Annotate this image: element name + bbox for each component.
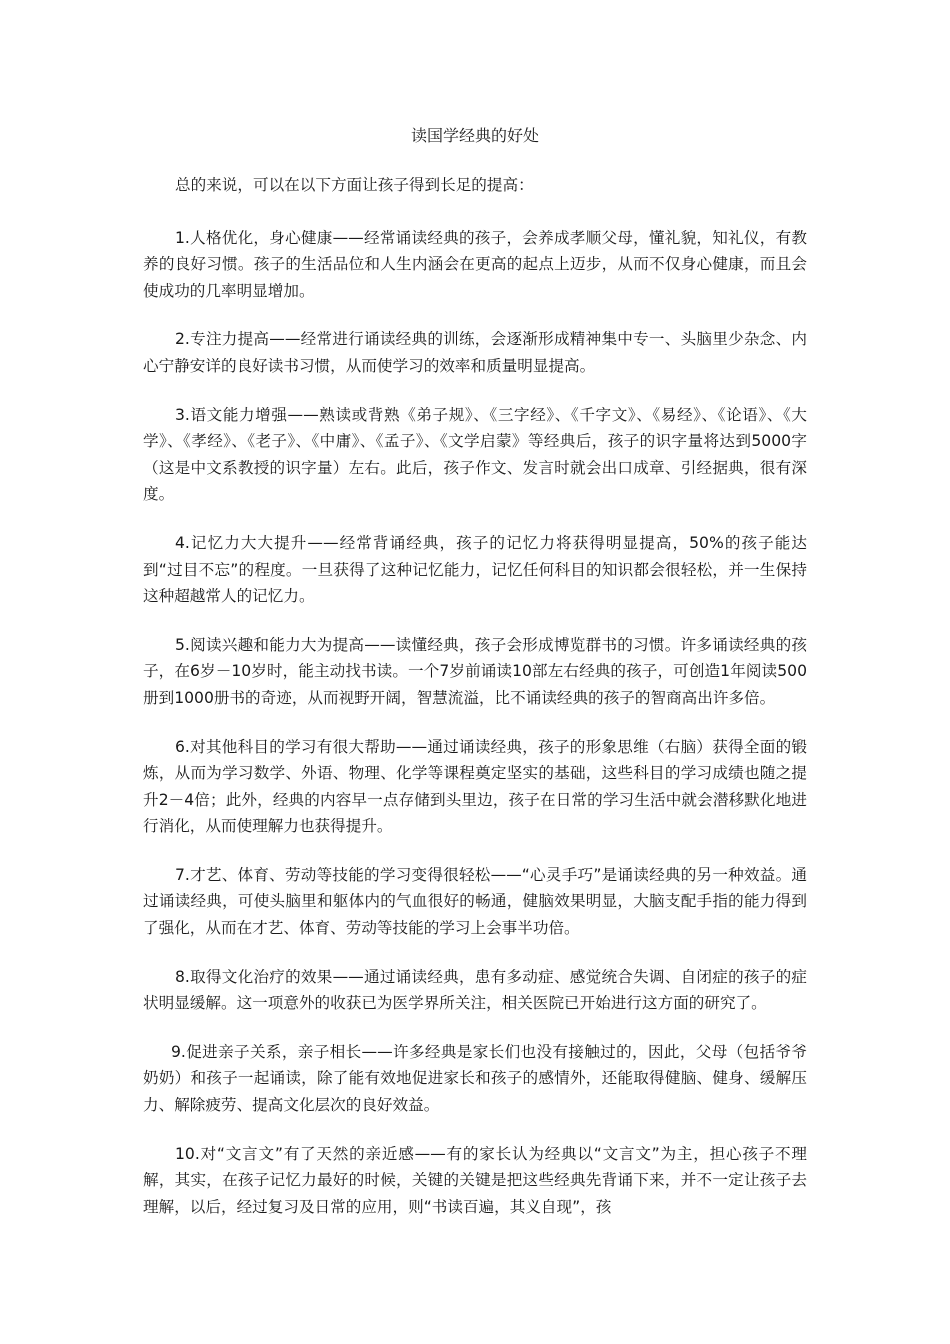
- document-body: [143, 172, 807, 1242]
- list-item: 8.取得文化治疗的效果——通过诵读经典，患有多动症、感觉统合失调、自闭症的孩子的症状明显缓解。这一项意外的收获已为医学界所关注，相关医院已开始进行这方面的研究了。: [143, 967, 807, 1013]
- list-item: 7.才艺、体育、劳动等技能的学习变得很轻松——“心灵手巧”是诵读经典的另一种效益。通过诵读经典，可使头脑里和躯体内的气血很好的畅通，健脑效果明显，大脑支配手指的能力得到了强化，从而在才艺、体育、劳动等技能的学习上会事半功倍。: [143, 865, 807, 938]
- list-item: 9.促进亲子关系，亲子相长——许多经典是家长们也没有接触过的，因此，父母（包括爷爷奶奶）和孩子一起诵读，除了能有效地促进家长和孩子的感情外，还能取得健脑、健身、缓解压力、解除疲劳、提高文化层次的良好效益。: [143, 1042, 807, 1115]
- list-item: 4.记忆力大大提升——经常背诵经典，孩子的记忆力将获得明显提高，50%的孩子能达到“过目不忘”的程度。一旦获得了这种记忆能力，记忆任何科目的知识都会很轻松，并一生保持这种超越常人的记忆力。: [143, 533, 807, 606]
- list-item: 1.人格优化，身心健康——经常诵读经典的孩子，会养成孝顺父母，懂礼貌，知礼仪，有教养的良好习惯。孩子的生活品位和人生内涵会在更高的起点上迈步，从而不仅身心健康，而且会使成功的几率明显增加。: [143, 228, 807, 300]
- intro-paragraph: 总的来说，可以在以下方面让孩子得到长足的提高：: [175, 176, 534, 194]
- list-item: 6.对其他科目的学习有很大帮助——通过诵读经典，孩子的形象思维（右脑）获得全面的锻炼，从而为学习数学、外语、物理、化学等课程奠定坚实的基础，这些科目的学习成绩也随之提升2－4倍；此外，经典的内容早一点存储到头里边，孩子在日常的学习生活中就会潜移默化地进行消化，从而使理解力也获得提升。: [143, 737, 807, 836]
- document-title: 读国学经典的好处: [410, 126, 539, 145]
- list-item: 3.语文能力增强——熟读或背熟《弟子规》、《三字经》、《千字文》、《易经》、《论语》、《大学》、《孝经》、《老子》、《中庸》、《孟子》、《文学启蒙》等经典后，孩子的识字量将达到5000字（这是中文系教授的识字量）左右。此后，孩子作文、发言时就会出口成章、引经据典，很有深度。: [143, 405, 807, 504]
- list-item: 10.对“文言文”有了天然的亲近感——有的家长认为经典以“文言文”为主，担心孩子不理解，其实，在孩子记忆力最好的时候，关键的关键是把这些经典先背诵下来，并不一定让孩子去理解，以后，经过复习及日常的应用，则“书读百遍，其义自现”，孩: [143, 1144, 807, 1216]
- list-item: 5.阅读兴趣和能力大为提高——读懂经典，孩子会形成博览群书的习惯。许多诵读经典的孩子，在6岁－10岁时，能主动找书读。一个7岁前诵读10部左右经典的孩子，可创造1年阅读500册到1000册书的奇迹，从而视野开阔，智慧流溢，比不诵读经典的孩子的智商高出许多倍。: [143, 635, 807, 707]
- list-item: 2.专注力提高——经常进行诵读经典的训练，会逐渐形成精神集中专一、头脑里少杂念、内心宁静安详的良好读书习惯，从而使学习的效率和质量明显提高。: [143, 330, 807, 375]
